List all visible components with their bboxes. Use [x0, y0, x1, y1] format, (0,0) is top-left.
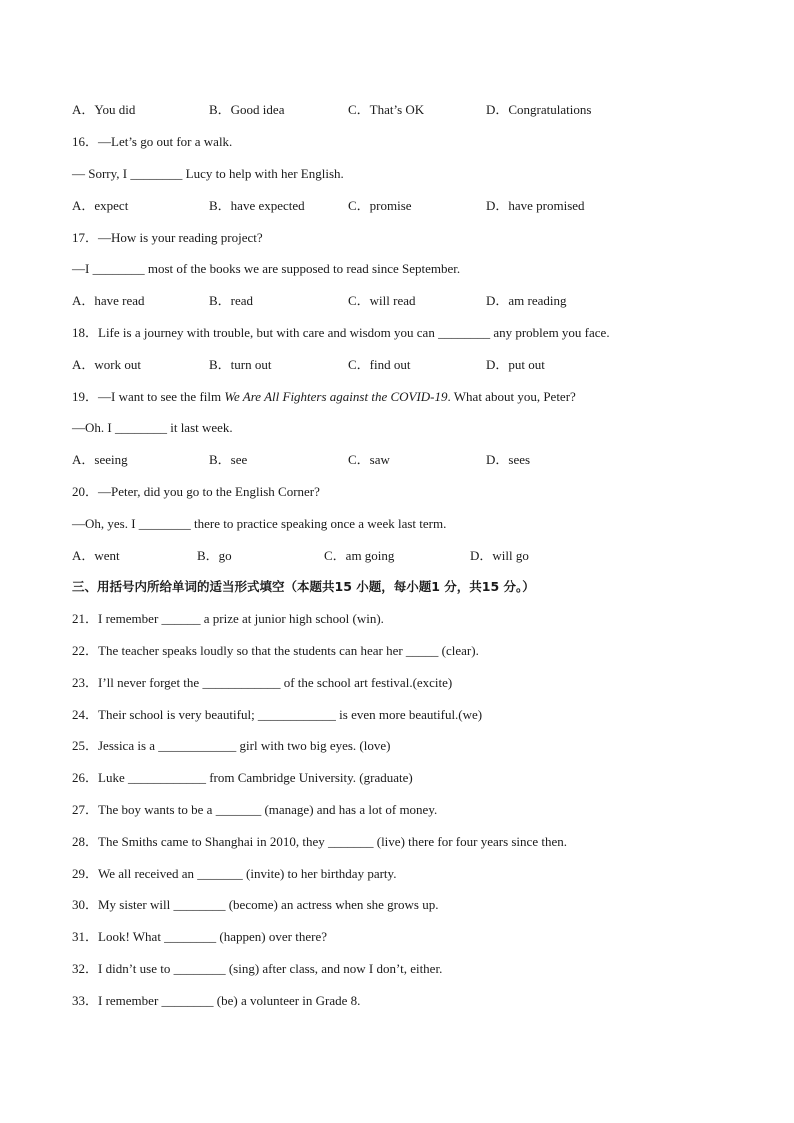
fill-item-27: 27．The boy wants to be a _______ (manage) and has a lot of money.: [72, 802, 438, 817]
q18-stem: 18．Life is a journey with trouble, but with care and wisdom you can ________ any problem you face.: [72, 325, 610, 340]
option-a: A．expect: [72, 198, 129, 213]
fill-item-26: 26．Luke ____________ from Cambridge University. (graduate): [72, 770, 413, 785]
option-a: A．have read: [72, 293, 145, 308]
option-a: A．work out: [72, 357, 141, 372]
fill-item-21: 21．I remember ______ a prize at junior high school (win).: [72, 611, 384, 626]
option-c: C．promise: [348, 198, 412, 213]
q19-reply: —Oh. I ________ it last week.: [72, 420, 233, 435]
film-title: We Are All Fighters against the COVID-19: [224, 389, 448, 404]
option-c: C．saw: [348, 452, 390, 467]
q19-stem: [72, 389, 576, 405]
q16-reply: — Sorry, I ________ Lucy to help with her English.: [72, 166, 344, 181]
q16-stem: 16．—Let’s go out for a walk.: [72, 134, 233, 149]
option-b: B．turn out: [209, 357, 272, 372]
option-b: B．have expected: [209, 198, 305, 213]
fill-item-23: 23．I’ll never forget the ____________ of the school art festival.(excite): [72, 675, 453, 690]
option-b: B．go: [197, 548, 232, 563]
q19-stem-post: . What about you, Peter?: [447, 389, 576, 404]
section-heading: 三、用括号内所给单词的适当形式填空（本题共15 小题，每小题1 分，共15 分。）: [72, 579, 535, 594]
option-b: B．read: [209, 293, 254, 308]
fill-item-25: 25．Jessica is a ____________ girl with two big eyes. (love): [72, 738, 391, 753]
fill-item-28: 28．The Smiths came to Shanghai in 2010, they _______ (live) there for four years since then.: [72, 834, 567, 849]
option-a: A．seeing: [72, 452, 128, 467]
q19-stem-pre: 19．—I want to see the film: [72, 389, 225, 404]
q17-reply: —I ________ most of the books we are supposed to read since September.: [72, 261, 461, 276]
option-a: A．went: [72, 548, 120, 563]
fill-item-33: 33．I remember ________ (be) a volunteer in Grade 8.: [72, 993, 361, 1008]
option-d: D．put out: [486, 357, 545, 372]
fill-item-24: 24．Their school is very beautiful; ____________ is even more beautiful.(we): [72, 707, 483, 722]
fill-item-22: 22．The teacher speaks loudly so that the students can hear her _____ (clear).: [72, 643, 479, 658]
option-c: C．will read: [348, 293, 416, 308]
option-d: D．will go: [470, 548, 529, 563]
option-d: D．am reading: [486, 293, 567, 308]
q17-stem: 17．—How is your reading project?: [72, 230, 263, 245]
q20-stem: 20．—Peter, did you go to the English Corner?: [72, 484, 320, 499]
option-c: C．find out: [348, 357, 411, 372]
option-d: D．Congratulations: [486, 102, 592, 117]
fill-item-30: 30．My sister will ________ (become) an actress when she grows up.: [72, 897, 439, 912]
fill-item-32: 32．I didn’t use to ________ (sing) after class, and now I don’t, either.: [72, 961, 443, 976]
option-a: A．You did: [72, 102, 136, 117]
option-c: C．That’s OK: [348, 102, 425, 117]
option-b: B．Good idea: [209, 102, 285, 117]
option-d: D．sees: [486, 452, 531, 467]
q20-reply: —Oh, yes. I ________ there to practice speaking once a week last term.: [72, 516, 447, 531]
option-c: C．am going: [324, 548, 395, 563]
option-b: B．see: [209, 452, 248, 467]
fill-item-29: 29．We all received an _______ (invite) to her birthday party.: [72, 866, 397, 881]
fill-item-31: 31．Look! What ________ (happen) over there?: [72, 929, 327, 944]
option-d: D．have promised: [486, 198, 585, 213]
